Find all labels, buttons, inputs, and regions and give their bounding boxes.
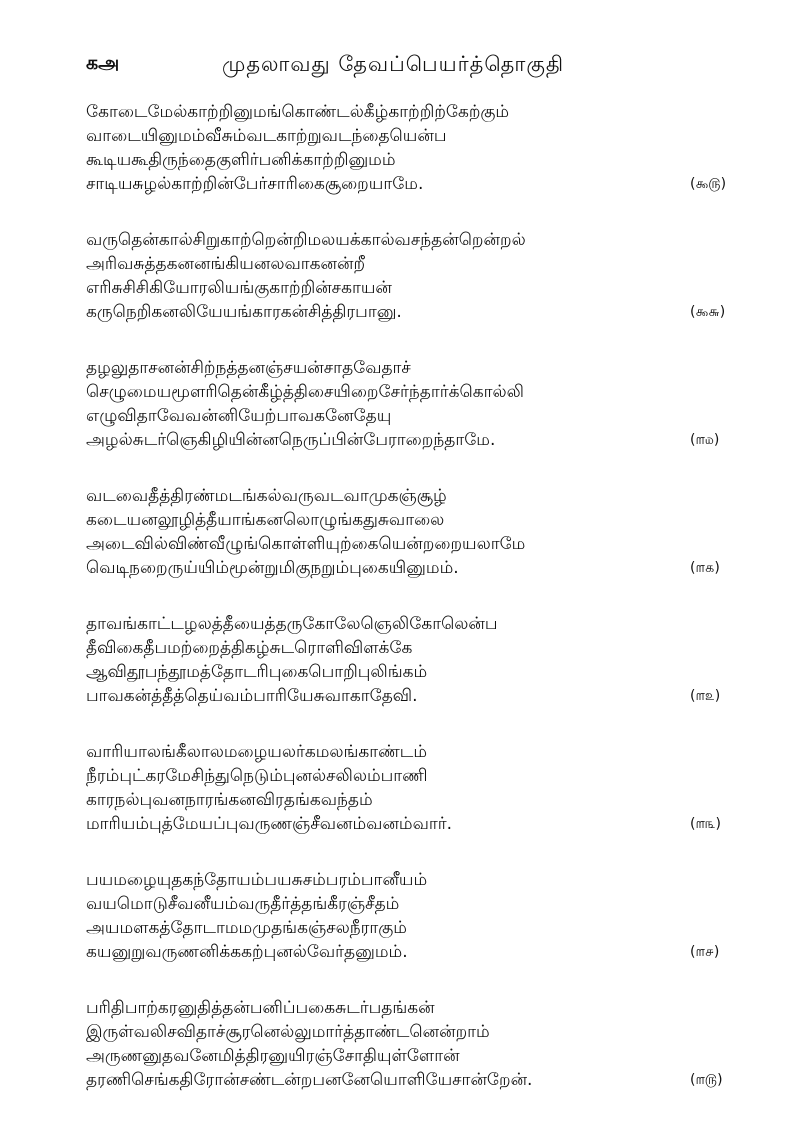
verse-line: கயனுறுவருணனிக்ககற்புனல்வேர்தனுமம்.	[86, 942, 408, 962]
verse-block	[0, 100, 800, 228]
verse-line: வருதென்கால்சிறுகாற்றென்றிமலயக்கால்வசந்தன்றென்றல்	[86, 230, 526, 250]
verse-line: பாவகன்த்தீத்தெய்வம்பாரியேசுவாகாதேவி.	[86, 686, 418, 706]
verse-number: ( ௯௫ )	[690, 172, 726, 196]
verse-list	[0, 100, 800, 1124]
verse-block	[0, 228, 800, 356]
verse-line: தாவங்காட்டழலத்தீயைத்தருகோலேஞெலிகோலென்ப	[86, 614, 498, 634]
verse-line: அழல்சுடர்ஞெகிழியின்னநெருப்பின்பேராறைந்தாமே.	[86, 430, 496, 450]
verse-line: காரநல்புவனநாரங்கனவிரதங்கவந்தம்	[86, 790, 373, 810]
verse-block	[0, 996, 800, 1124]
verse-line: வாரியாலங்கீலாலமழையலர்கமலங்காண்டம்	[86, 742, 427, 762]
verse-line: பரிதிபாற்கரனுதித்தன்பனிப்பகைசுடர்பதங்கன்	[86, 998, 435, 1018]
verse-line: தழலுதாசனன்சிற்நத்தனஞ்சயன்சாதவேதாச்	[86, 358, 411, 378]
verse-line: கருநெறிகனலியேயங்காரகன்சித்திரபானு.	[86, 302, 402, 322]
verse-number: ( ௱௫ )	[690, 1068, 723, 1092]
page-title: முதலாவது தேவப்பெயர்த்தொகுதி	[222, 52, 565, 76]
verse-line: தீவிகைதீபமற்றைத்திகழ்சுடரொளிவிளக்கே	[86, 638, 413, 658]
verse-line: சாடியசுழல்காற்றின்பேர்சாரிகைசூறையாமே.	[86, 174, 424, 194]
verse-block	[0, 356, 800, 484]
verse-block	[0, 868, 800, 996]
verse-line: இருள்வலிசவிதாச்சூரனெல்லுமார்த்தாண்டனென்றாம்	[86, 1022, 490, 1042]
verse-number: ( ௱௰ )	[690, 428, 719, 452]
verse-line: கடையனலூழித்தீயாங்கனலொழுங்கதுசுவாலை	[86, 510, 445, 530]
verse-number: ( ௱௪ )	[690, 940, 719, 964]
verse-line: பயமழையுதகந்தோயம்பயசுசம்பரம்பானீயம்	[86, 870, 428, 890]
verse-line: தரணிசெங்கதிரோன்சண்டன்றபனனேயொளியேசான்றேன்.	[86, 1070, 533, 1090]
verse-line: வடவைதீத்திரண்மடங்கல்வருவடவாமுகஞ்சூழ்	[86, 486, 447, 506]
verse-block	[0, 484, 800, 612]
verse-line: எழுவிதாவேவன்னியேற்பாவகனேதேயு	[86, 406, 392, 426]
verse-line: அடைவில்விண்வீழுங்கொள்ளியுற்கையென்றறையலாமே	[86, 534, 526, 554]
verse-line: அரிவசுத்தகனனங்கியனலவாகனன்றீ	[86, 254, 365, 274]
verse-block	[0, 740, 800, 868]
verse-line: வெடிநறைருய்யிம்மூன்றுமிகுநறும்புகையினுமம்.	[86, 558, 459, 578]
verse-line: எரிசுசிசிகியோரலியங்குகாற்றின்சகாயன்	[86, 278, 392, 298]
page-number: கஅ	[86, 52, 120, 74]
verse-number: ( ௱௨ )	[690, 684, 720, 708]
verse-line: கூடியகூதிருந்தைகுளிர்பனிக்காற்றினுமம்	[86, 150, 396, 170]
verse-number: ( ௱௧ )	[690, 556, 720, 580]
verse-line: ஆவிதூபந்தூமத்தோடரிபுகைபொறிபுலிங்கம்	[86, 662, 428, 682]
verse-line: வயமொடுசீவனீயம்வருதீர்த்தங்கீரஞ்சீதம்	[86, 894, 400, 914]
verse-number: ( ௯௬ )	[690, 300, 725, 324]
verse-line: மாரியம்புத்மேயப்புவருணஞ்சீவனம்வனம்வார்.	[86, 814, 453, 834]
verse-block	[0, 612, 800, 740]
page-header	[0, 52, 800, 86]
verse-line: அயமளகத்தோடாமமமுதங்கஞ்சலநீராகும்	[86, 918, 407, 938]
verse-line: வாடையினுமம்வீசும்வடகாற்றுவடந்தையென்ப	[86, 126, 447, 146]
verse-line: அருணனுதவனேமித்திரனுயிரஞ்சோதியுள்ளோன்	[86, 1046, 460, 1066]
verse-line: கோடைமேல்காற்றினுமங்கொண்டல்கீழ்காற்றிற்கேற்கும்	[86, 102, 510, 122]
verse-number: ( ௱௩ )	[690, 812, 721, 836]
verse-line: நீரம்புட்கரமேசிந்துநெடும்புனல்சலிலம்பாணி	[86, 766, 428, 786]
verse-line: செழுமையமூளரிதென்கீழ்த்திசையிறைசேர்ந்தார்க்கொல்லி	[86, 382, 524, 402]
